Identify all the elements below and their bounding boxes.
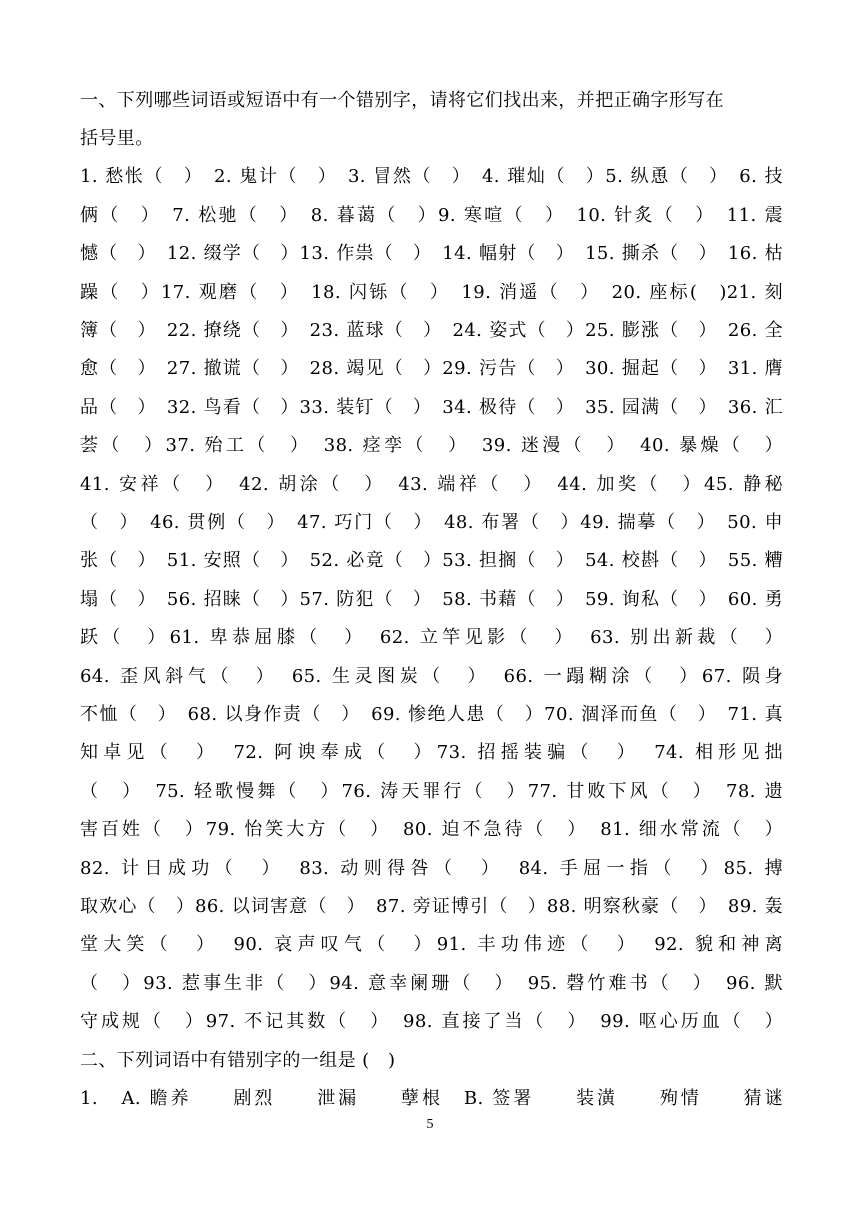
text-line: （ ） 75. 轻歌慢舞（ ）76. 涛天罪行（ ）77. 甘败下风（ ） 78. 遗 <box>80 781 783 802</box>
text-line: 跃（ ）61. 卑恭屈膝（ ） 62. 立竿见影（ ） 63. 别出新裁（ ） <box>80 627 783 648</box>
text-line: 知卓见（ ） 72. 阿谀奉成（ ）73. 招摇装骗（ ） 74. 相形见拙 <box>80 742 783 763</box>
question-2-heading: 二、下列词语中有错别字的一组是 ( ) <box>80 1050 396 1071</box>
text-line: 不恤（ ） 68. 以身作责（ ） 69. 惨绝人患（ ）70. 涸泽而鱼（ ） 71. 真 <box>80 704 783 725</box>
text-line: 82. 计日成功（ ） 83. 动则得咎（ ） 84. 手屈一指（ ）85. 搏 <box>80 858 783 879</box>
text-line: 愈（ ） 27. 撤谎（ ） 28. 竭见（ ）29. 污告（ ） 30. 掘起（ ） 31. 膺 <box>80 358 783 379</box>
text-line: 品（ ） 32. 鸟看（ ）33. 装钉（ ） 34. 极待（ ） 35. 园满（ ） 36. 汇 <box>80 397 783 418</box>
question-1-heading-line-2: 括号里。 <box>80 128 154 149</box>
text-line: 害百姓（ ）79. 怡笑大方（ ） 80. 迫不急待（ ） 81. 细水常流（ ） <box>80 819 783 840</box>
text-line: 荟（ ）37. 殆工（ ） 38. 痉孪（ ） 39. 迷漫（ ） 40. 暴燥（ ） <box>80 435 783 456</box>
text-line: 取欢心（ ）86. 以词害意（ ） 87. 旁证博引（ ）88. 明察秋豪（ ） 89. 轰 <box>80 896 783 917</box>
text-line: 64. 歪风斜气（ ） 65. 生灵图炭（ ） 66. 一蹋糊涂（ ）67. 陨身 <box>80 666 783 687</box>
text-line: 张（ ） 51. 安照（ ） 52. 必竟（ ）53. 担搁（ ） 54. 校斟（ ） 55. 糟 <box>80 550 783 571</box>
text-line: 塌（ ） 56. 招睐（ ）57. 防犯（ ） 58. 书藉（ ） 59. 询私（ ） 60. 勇 <box>80 589 783 610</box>
text-line: 堂大笑（ ） 90. 哀声叹气（ ）91. 丰功伟迹（ ） 92. 貌和神离 <box>80 934 783 955</box>
text-line: 1. 愁怅（ ） 2. 鬼计（ ） 3. 冒然（ ） 4. 璀灿（ ）5. 纵恿（ ） 6. 技 <box>80 166 783 187</box>
text-line: 躁（ ）17. 观磨（ ） 18. 闪铄（ ） 19. 消遥（ ） 20. 座标( )21. 刻 <box>80 282 783 303</box>
text-line: 簿（ ） 22. 撩绕（ ） 23. 蓝球（ ） 24. 姿式（ ）25. 膨涨（ ） 26. 全 <box>80 320 783 341</box>
page-number: 5 <box>426 1117 434 1132</box>
question-1-heading-line-1: 一、下列哪些词语或短语中有一个错别字，请将它们找出来，并把正确字形写在 <box>80 90 724 111</box>
text-line: 41. 安祥（ ） 42. 胡涂（ ） 43. 端祥（ ） 44. 加奖（ ）45. 静秘 <box>80 474 783 495</box>
text-line: （ ） 46. 贯例（ ） 47. 巧门（ ） 48. 布署（ ）49. 揣摹（ ） 50. 申 <box>80 512 783 533</box>
text-line: 憾（ ） 12. 缀学（ ）13. 作祟（ ） 14. 幅射（ ） 15. 撕杀（ ） 16. 枯 <box>80 243 783 264</box>
text-line: （ ）93. 惹事生非（ ）94. 意幸阑珊（ ） 95. 磬竹难书（ ） 96. 默 <box>80 973 783 994</box>
question-2-option-line: 1. A. 瞻养 剧烈 泄漏 孽根 B. 签署 装潢 殉情 猜谜 <box>80 1088 783 1109</box>
text-line: 守成规（ ）97. 不记其数（ ） 98. 直接了当（ ） 99. 呕心历血（ ） <box>80 1011 783 1032</box>
text-line: 俩（ ） 7. 松驰（ ） 8. 暮蔼（ ）9. 寒喧（ ） 10. 针炙（ ） 11. 震 <box>80 205 783 226</box>
